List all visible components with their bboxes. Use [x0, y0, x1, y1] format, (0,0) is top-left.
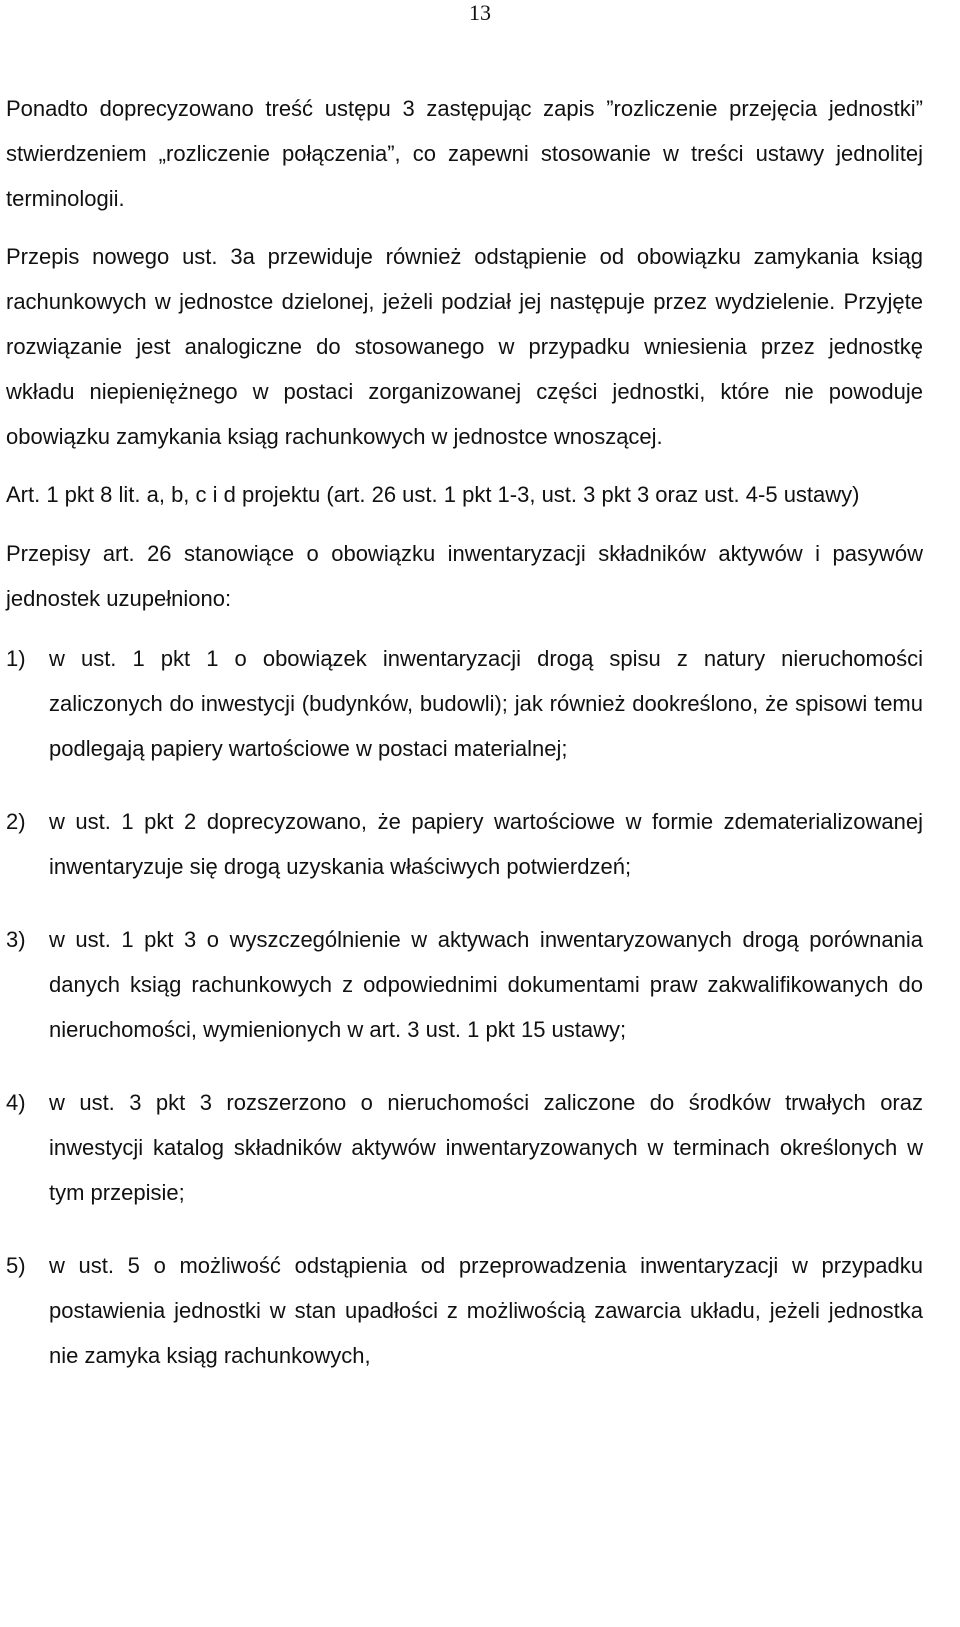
list-text: w ust. 3 pkt 3 rozszerzono o nieruchomości zaliczone do środków trwałych oraz inwestycji katalog składników aktywów inwentaryzowanych w terminach określonych w tym przepisie;: [49, 1089, 923, 1205]
list-number: 1): [6, 645, 26, 671]
list-text: w ust. 1 pkt 3 o wyszczególnienie w aktywach inwentaryzowanych drogą porównania danych ksiąg rachunkowych z odpowiednimi dokumentami praw zakwalifikowanych do nieruchomości, wymienionych w art. 3 ust. 1 pkt 15 ustawy;: [49, 926, 923, 1042]
list-number: 4): [6, 1089, 26, 1115]
article-heading: Art. 1 pkt 8 lit. a, b, c i d projektu (art. 26 ust. 1 pkt 1-3, ust. 3 pkt 3 oraz ust. 4-5 ustawy): [6, 482, 860, 508]
paragraph-terminology: Ponadto doprecyzowano treść ustępu 3 zastępując zapis ”rozliczenie przejęcia jednostki” stwierdzeniem „rozliczenie połączenia”, co zapewni stosowanie w treści ustawy jednolitej terminologii.: [6, 96, 923, 211]
paragraph-inventory-intro: Przepisy art. 26 stanowiące o obowiązku inwentaryzacji składników aktywów i pasywów jednostek uzupełniono:: [6, 541, 923, 611]
document-body: [6, 87, 923, 1378]
list-item-1: [6, 636, 923, 771]
list-text: w ust. 5 o możliwość odstąpienia od przeprowadzenia inwentaryzacji w przypadku postawienia jednostki w stan upadłości z możliwością zawarcia układu, jeżeli jednostka nie zamyka ksiąg rachunkowych,: [49, 1252, 923, 1368]
list-item-4: [6, 1080, 923, 1215]
list-number: 3): [6, 926, 26, 952]
paragraph-ust-3a: Przepis nowego ust. 3a przewiduje również odstąpienie od obowiązku zamykania ksiąg rachunkowych w jednostce dzielonej, jeżeli podział jej następuje przez wydzielenie. Przyjęte rozwiązanie jest analogiczne do stosowanego w przypadku wniesienia przez jednostkę wkładu niepieniężnego w postaci zorganizowanej części jednostki, które nie powoduje obowiązku zamykania ksiąg rachunkowych w jednostce wnoszącej.: [6, 244, 923, 449]
list-text: w ust. 1 pkt 1 o obowiązek inwentaryzacji drogą spisu z natury nieruchomości zaliczonych do inwestycji (budynków, budowli); jak również dookreślono, że spisowi temu podlegają papiery wartościowe w postaci materialnej;: [49, 645, 923, 761]
list-item-5: [6, 1243, 923, 1378]
list-number: 2): [6, 808, 26, 834]
list-item-2: [6, 799, 923, 889]
list-item-3: [6, 917, 923, 1052]
page-number: 13: [469, 0, 491, 25]
list-number: 5): [6, 1252, 26, 1278]
list-text: w ust. 1 pkt 2 doprecyzowano, że papiery wartościowe w formie zdematerializowanej inwentaryzuje się drogą uzyskania właściwych potwierdzeń;: [49, 808, 923, 879]
